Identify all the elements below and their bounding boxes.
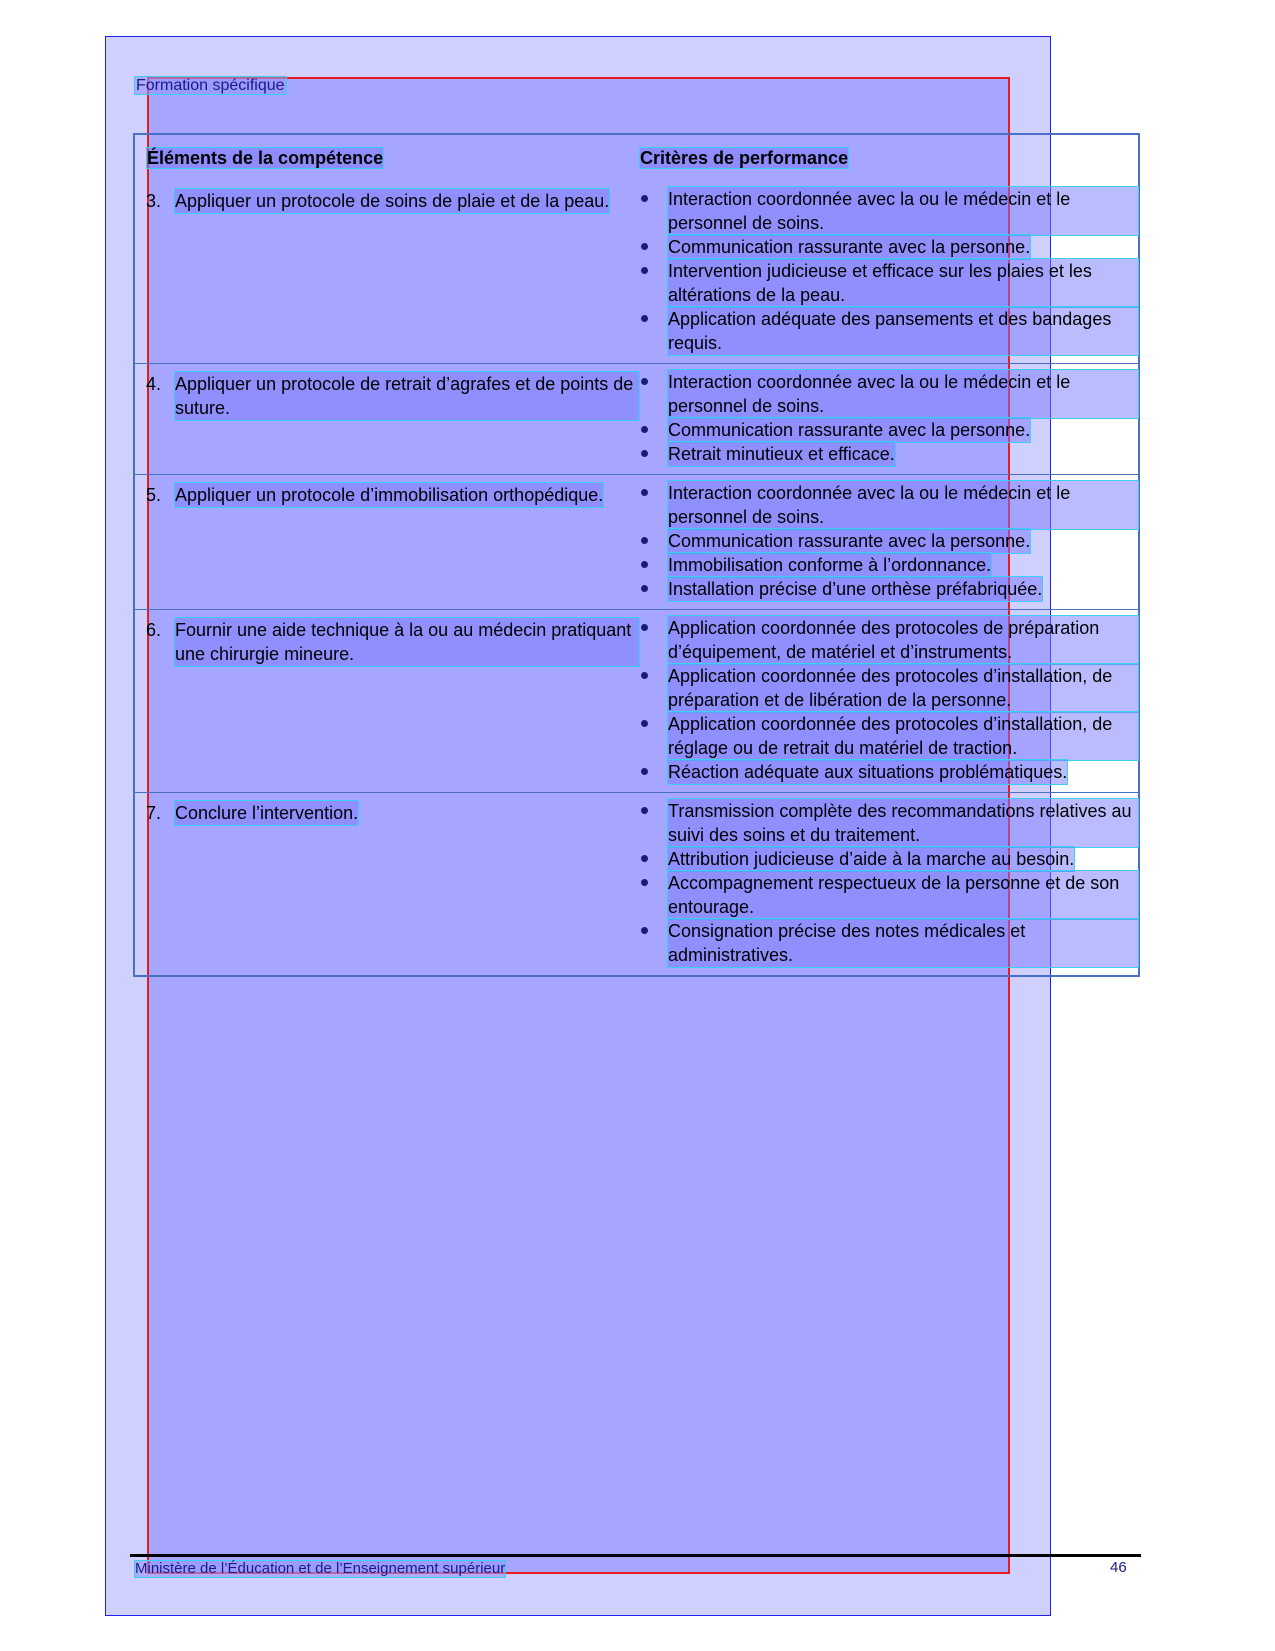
column-header-elements: Éléments de la compétence xyxy=(147,148,384,168)
page-number: 46 xyxy=(1110,1559,1127,1576)
criteria-item xyxy=(639,919,1138,967)
criteria-text: Application coordonnée des protocoles de préparation d’équipement, de matériel et d’instruments. xyxy=(668,616,1138,664)
criteria-item xyxy=(639,370,1138,418)
criteria-item xyxy=(639,307,1138,355)
element-number: 3. xyxy=(146,191,162,211)
table-row xyxy=(135,474,1138,609)
competence-element xyxy=(146,189,639,213)
bullet-icon xyxy=(639,847,668,871)
criteria-item xyxy=(639,553,1138,577)
element-text: Conclure l’intervention. xyxy=(175,803,359,823)
element-number: 6. xyxy=(146,620,162,640)
criteria-text: Transmission complète des recommandations relatives au suivi des soins et du traitement. xyxy=(668,799,1138,847)
criteria-list xyxy=(639,481,1138,601)
element-text: Appliquer un protocole de soins de plaie et de la peau. xyxy=(175,191,610,211)
criteria-list xyxy=(639,799,1138,967)
criteria-text: Interaction coordonnée avec la ou le médecin et le personnel de soins. xyxy=(668,187,1138,235)
criteria-item xyxy=(639,871,1138,919)
criteria-list xyxy=(639,187,1138,355)
bullet-icon xyxy=(639,442,668,466)
footer-rule xyxy=(130,1554,1141,1557)
criteria-text: Interaction coordonnée avec la ou le médecin et le personnel de soins. xyxy=(668,481,1138,529)
bullet-icon xyxy=(639,418,668,442)
criteria-text: Attribution judicieuse d’aide à la marche au besoin. xyxy=(668,849,1075,869)
element-number: 5. xyxy=(146,485,162,505)
criteria-text: Communication rassurante avec la personne. xyxy=(668,531,1031,551)
bullet-icon xyxy=(639,664,668,712)
element-number: 7. xyxy=(146,803,162,823)
bullet-icon xyxy=(639,529,668,553)
criteria-item xyxy=(639,529,1138,553)
criteria-item xyxy=(639,481,1138,529)
bullet-icon xyxy=(639,259,668,307)
criteria-text: Communication rassurante avec la personne. xyxy=(668,420,1031,440)
criteria-item xyxy=(639,664,1138,712)
criteria-text: Retrait minutieux et efficace. xyxy=(668,444,895,464)
table-body xyxy=(135,181,1138,975)
criteria-text: Immobilisation conforme à l’ordonnance. xyxy=(668,555,992,575)
criteria-list xyxy=(639,616,1138,784)
table-row xyxy=(135,363,1138,474)
criteria-text: Accompagnement respectueux de la personne et de son entourage. xyxy=(668,871,1138,919)
bullet-icon xyxy=(639,871,668,919)
element-number: 4. xyxy=(146,374,162,394)
competence-table xyxy=(133,133,1140,977)
criteria-text: Communication rassurante avec la personne. xyxy=(668,237,1031,257)
element-text: Appliquer un protocole de retrait d’agrafes et de points de suture. xyxy=(175,372,639,420)
competence-element xyxy=(146,372,639,420)
criteria-list xyxy=(639,370,1138,466)
bullet-icon xyxy=(639,553,668,577)
criteria-item xyxy=(639,712,1138,760)
column-header-criteria: Critères de performance xyxy=(640,148,849,168)
bullet-icon xyxy=(639,370,668,418)
criteria-item xyxy=(639,799,1138,847)
table-row xyxy=(135,792,1138,975)
table-row xyxy=(135,609,1138,792)
bullet-icon xyxy=(639,187,668,235)
element-text: Appliquer un protocole d’immobilisation orthopédique. xyxy=(175,485,604,505)
table-header-row xyxy=(135,135,1138,181)
criteria-item xyxy=(639,235,1138,259)
criteria-item xyxy=(639,847,1138,871)
criteria-text: Réaction adéquate aux situations problématiques. xyxy=(668,762,1068,782)
bullet-icon xyxy=(639,616,668,664)
footer-ministry: Ministère de l’Éducation et de l’Enseignement supérieur xyxy=(135,1560,506,1577)
bullet-icon xyxy=(639,307,668,355)
criteria-text: Intervention judicieuse et efficace sur les plaies et les altérations de la peau. xyxy=(668,259,1138,307)
competence-element xyxy=(146,618,639,666)
bullet-icon xyxy=(639,919,668,967)
criteria-text: Application coordonnée des protocoles d’installation, de préparation et de libération de la personne. xyxy=(668,664,1138,712)
bullet-icon xyxy=(639,799,668,847)
criteria-text: Interaction coordonnée avec la ou le médecin et le personnel de soins. xyxy=(668,370,1138,418)
bullet-icon xyxy=(639,577,668,601)
table-row xyxy=(135,181,1138,363)
criteria-item xyxy=(639,259,1138,307)
competence-element xyxy=(146,483,639,507)
bullet-icon xyxy=(639,760,668,784)
bullet-icon xyxy=(639,481,668,529)
criteria-text: Application coordonnée des protocoles d’installation, de réglage ou de retrait du matériel de traction. xyxy=(668,712,1138,760)
bullet-icon xyxy=(639,235,668,259)
criteria-text: Installation précise d’une orthèse préfabriquée. xyxy=(668,579,1043,599)
criteria-item xyxy=(639,442,1138,466)
competence-element xyxy=(146,801,639,825)
criteria-item xyxy=(639,577,1138,601)
section-header: Formation spécifique xyxy=(136,77,285,94)
criteria-item xyxy=(639,616,1138,664)
criteria-text: Application adéquate des pansements et des bandages requis. xyxy=(668,307,1138,355)
bullet-icon xyxy=(639,712,668,760)
criteria-item xyxy=(639,760,1138,784)
element-text: Fournir une aide technique à la ou au médecin pratiquant une chirurgie mineure. xyxy=(175,618,639,666)
criteria-text: Consignation précise des notes médicales et administratives. xyxy=(668,919,1138,967)
criteria-item xyxy=(639,418,1138,442)
criteria-item xyxy=(639,187,1138,235)
